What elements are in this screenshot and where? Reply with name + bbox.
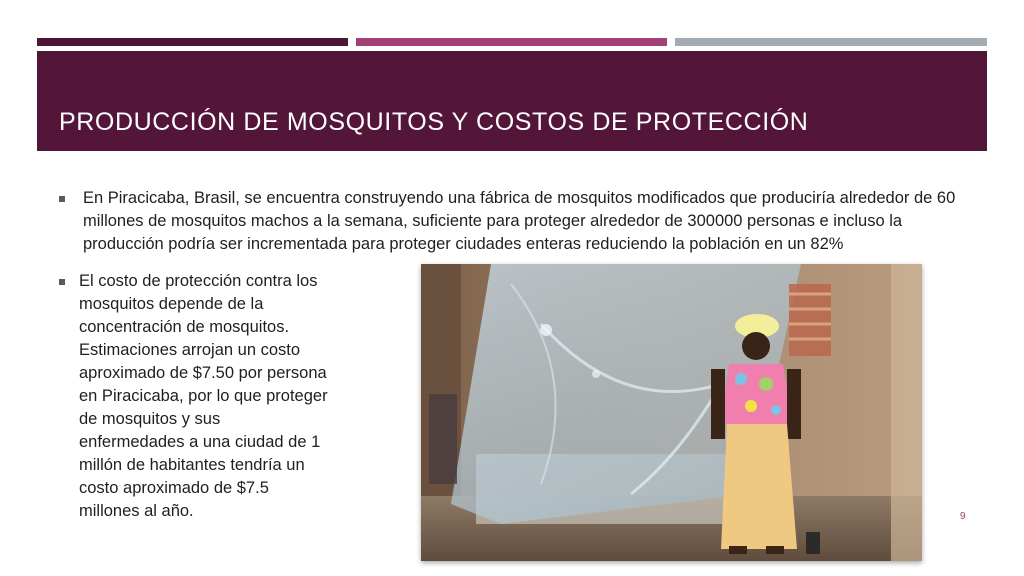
- bullet-marker-2: [59, 279, 65, 285]
- bullet-text-1: En Piracicaba, Brasil, se encuentra construyendo una fábrica de mosquitos modificados que produciría alrededor de 60 millones de mosquitos machos a la semana, suficiente para proteger alrededor de 300000 personas e incluso la producción podría ser incrementada para proteger ciudades enteras reduciendo la población en un 82%: [83, 189, 956, 253]
- bullet-text-2: El costo de protección contra los mosquitos depende de la concentración de mosquitos. Estimaciones arrojan un costo aproximado de $7.50 por persona en Piracicaba, por lo que proteger de mosquitos y sus enfermedades a una ciudad de 1 millón de habitantes tendría un costo aproximado de $7.5 millones al año.: [79, 272, 328, 520]
- decor-bar-gray: [675, 38, 987, 46]
- page-number: 9: [960, 511, 966, 522]
- decor-bar-magenta: [356, 38, 667, 46]
- title-band: [37, 51, 987, 151]
- decor-bar-dark: [37, 38, 348, 46]
- mosquito-net-photo: [421, 264, 922, 561]
- bullet-marker-1: [59, 196, 65, 202]
- slide-title: PRODUCCIÓN DE MOSQUITOS Y COSTOS DE PROTECCIÓN: [59, 108, 809, 136]
